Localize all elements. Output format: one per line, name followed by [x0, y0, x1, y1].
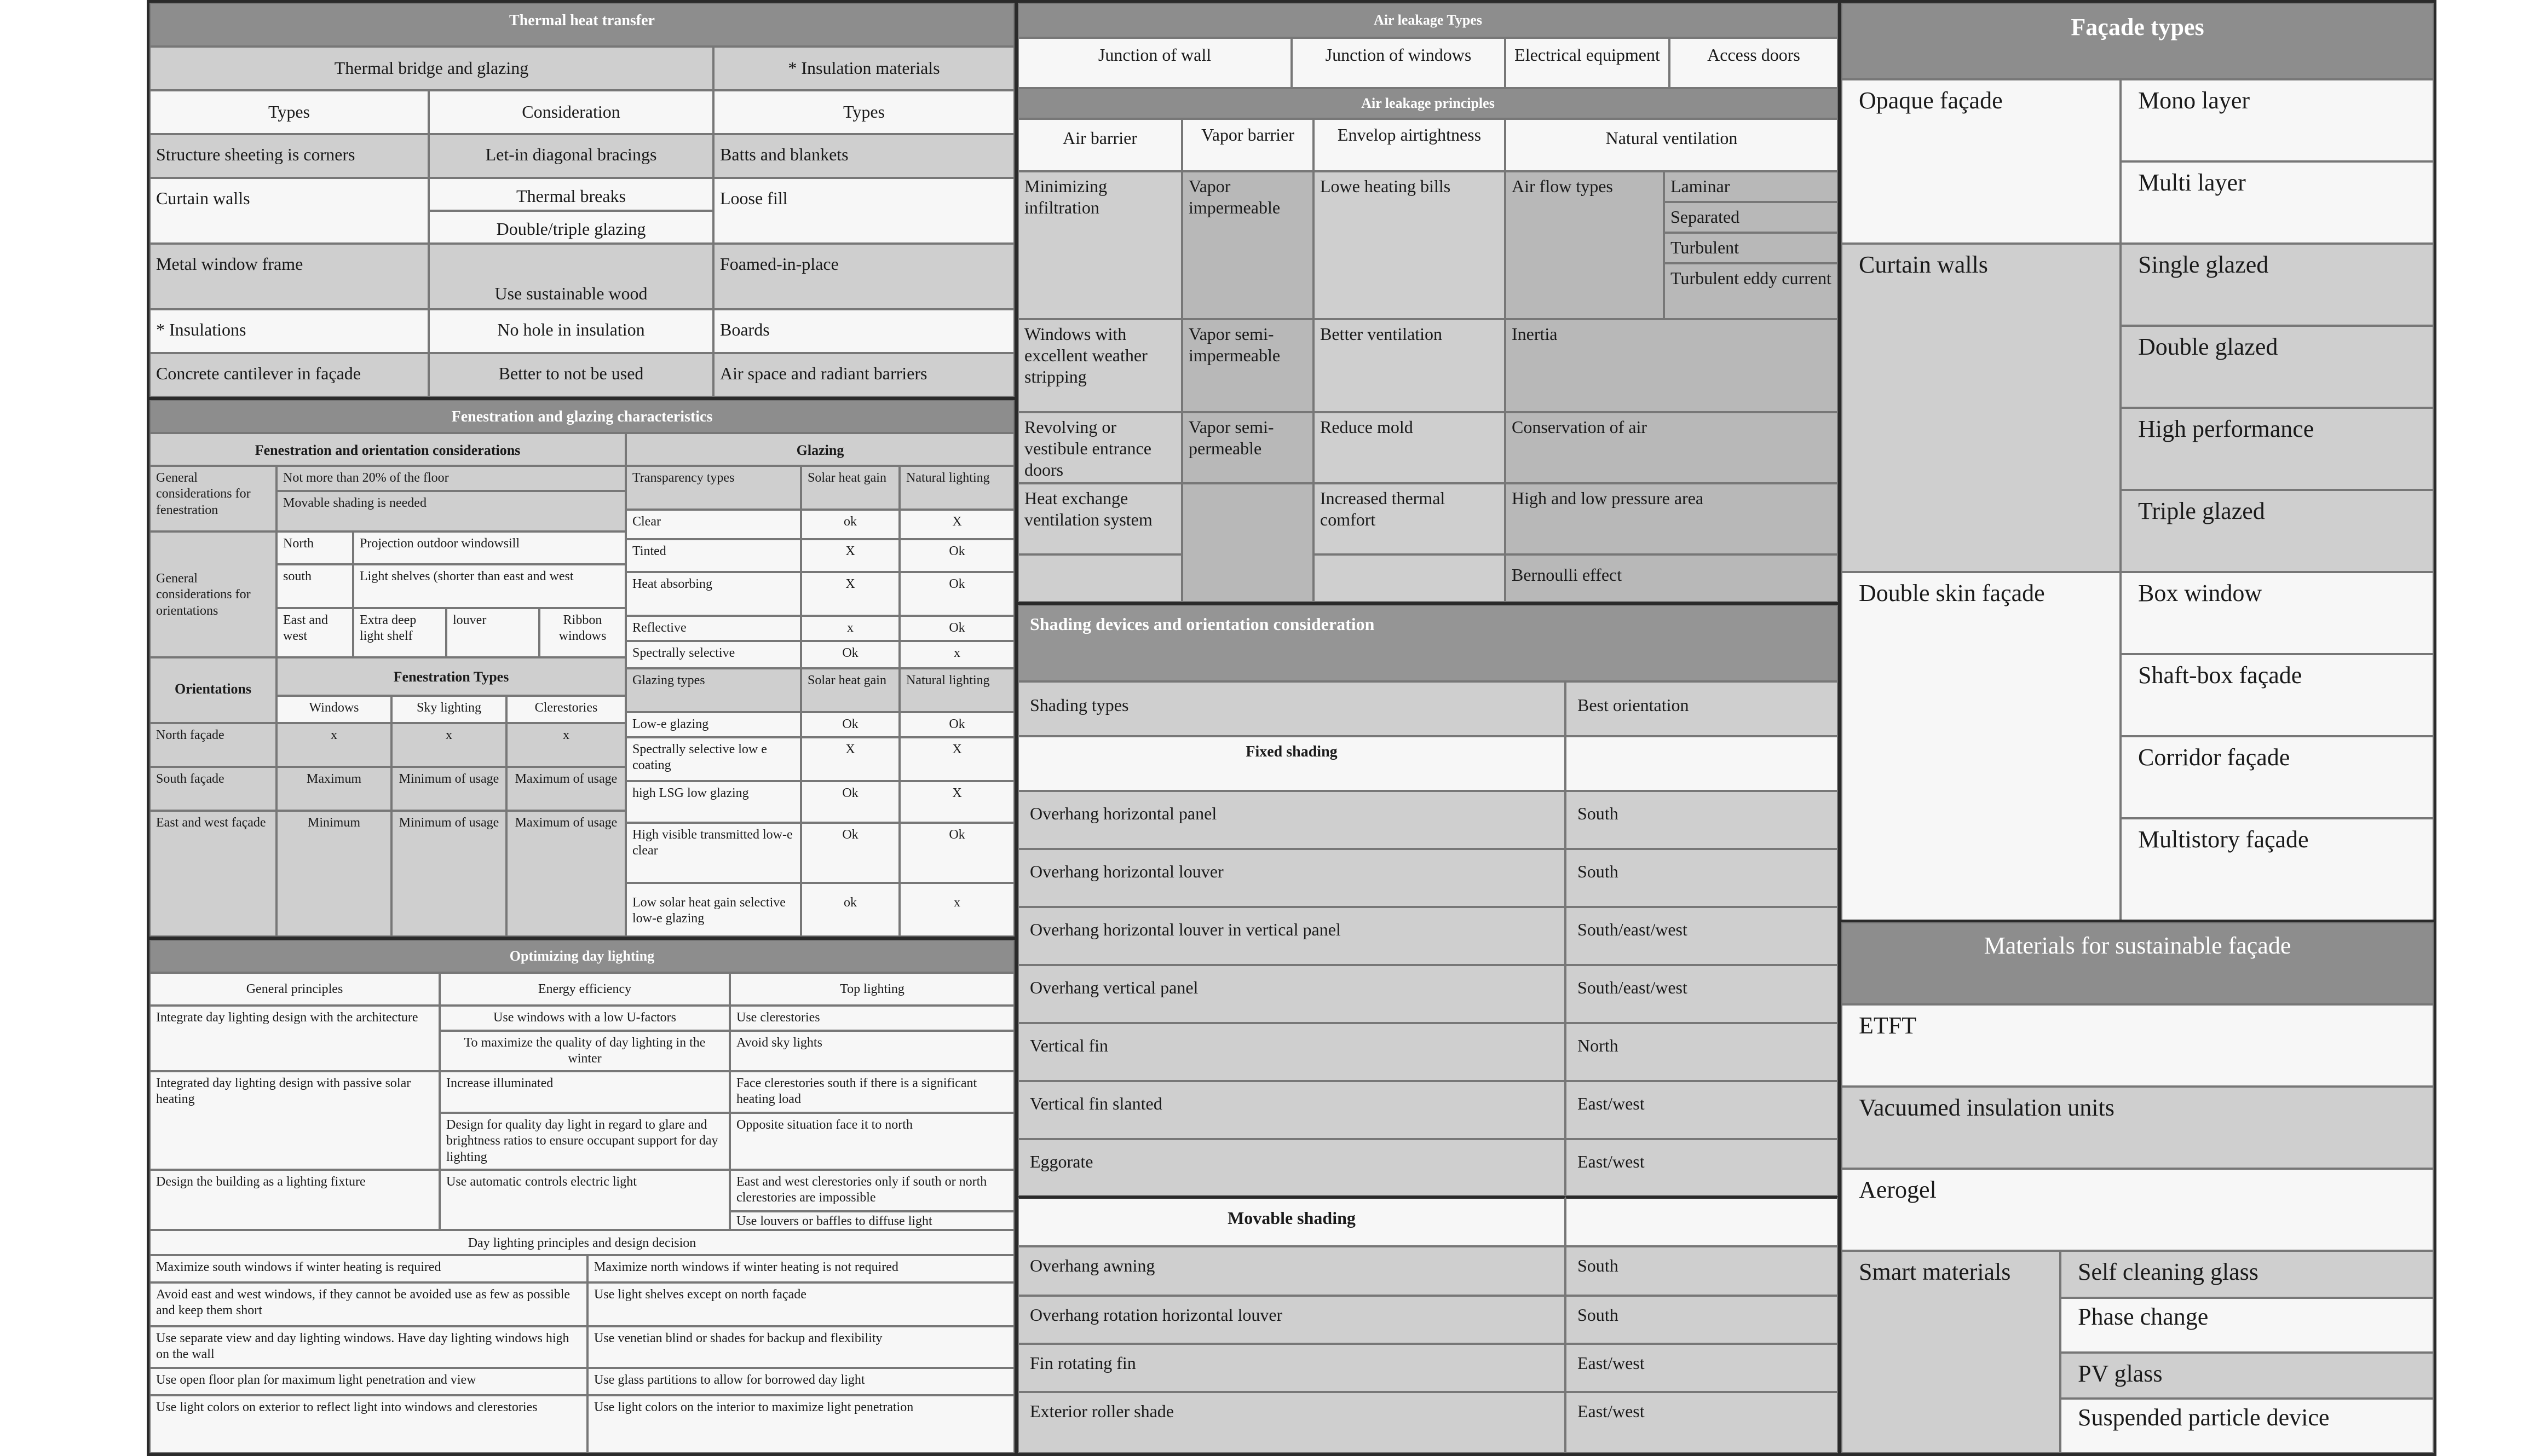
glazing1-nat-2: Ok: [900, 539, 1015, 572]
envelop-5: [1313, 554, 1505, 602]
natural-vent-header: Natural ventilation: [1505, 119, 1838, 171]
orient-north-sky: x: [391, 723, 506, 767]
insulation-header: * Insulation materials: [713, 47, 1015, 90]
leak-type-4: Access doors: [1669, 38, 1838, 88]
thermal-type-4: * Insulations: [149, 309, 429, 353]
leak-principles-title: Air leakage principles: [1018, 88, 1838, 119]
vapor-3: Vapor semi-permeable: [1182, 412, 1313, 483]
daylight-general-3: Design the building as a lighting fixture: [149, 1170, 440, 1230]
barrier-1: Minimizing infiltration: [1018, 171, 1182, 319]
natural-1: Inertia: [1505, 319, 1838, 412]
fixed-3-orient: South/east/west: [1565, 907, 1838, 965]
daylight-panel: [147, 937, 1017, 1456]
daylight-title: Optimizing day lighting: [149, 940, 1015, 973]
glazing2-solar-5: ok: [801, 883, 900, 937]
daylight-general-1: Integrate day lighting design with the architecture: [149, 1006, 440, 1071]
glazing1-nat-3: Ok: [900, 572, 1015, 616]
principle-3-right: Use venetian blind or shades for backup and flexibility: [587, 1326, 1015, 1368]
envelop-4: Increased thermal comfort: [1313, 483, 1505, 554]
thermal-type-2: Curtain walls: [149, 178, 429, 244]
fixed-5: Vertical fin: [1018, 1023, 1565, 1081]
daylight-top-5: East and west clerestories only if south or north clerestories are impossible: [730, 1170, 1015, 1211]
opaque-item-1: Mono layer: [2121, 79, 2434, 161]
smart-item-3: PV glass: [2060, 1353, 2434, 1399]
sky-header: Sky lighting: [391, 696, 506, 723]
daylight-top-3: Face clerestories south if there is a significant heating load: [730, 1071, 1015, 1113]
movable-3-orient: East/west: [1565, 1344, 1838, 1392]
fenestration-panel: [147, 397, 1017, 939]
orient-ew-win: Minimum: [276, 811, 391, 937]
thermal-mat-2: Loose fill: [713, 178, 1015, 244]
daylight-energy-header: Energy efficiency: [440, 973, 730, 1006]
material-vacuum: Vacuumed insulation units: [1841, 1087, 2434, 1169]
glazing2-nat-1: Ok: [900, 712, 1015, 737]
glazing2-nat-2: X: [900, 737, 1015, 781]
orient-south-sky: Minimum of usage: [391, 767, 506, 811]
curtain-item-2: Double glazed: [2121, 326, 2434, 408]
orient-ew-sky: Minimum of usage: [391, 811, 506, 937]
material-etft: ETFT: [1841, 1004, 2434, 1087]
daylight-top-header: Top lighting: [730, 973, 1015, 1006]
daylight-energy-3: Increase illuminated: [440, 1071, 730, 1113]
transparency-header: Transparency types: [626, 466, 801, 510]
glazing2-nat-3: X: [900, 781, 1015, 823]
fixed-4-orient: South/east/west: [1565, 965, 1838, 1023]
types-header: Types: [149, 90, 429, 134]
natural-2: Conservation of air: [1505, 412, 1838, 483]
thermal-mat-3: Foamed-in-place: [713, 244, 1015, 309]
glazing2-name-1: Low-e glazing: [626, 712, 801, 737]
opaque-item-2: Multi layer: [2121, 161, 2434, 244]
movable-2-orient: South: [1565, 1296, 1838, 1344]
barrier-5: [1018, 554, 1182, 602]
glazing1-solar-3: X: [801, 572, 900, 616]
thermal-mat-5: Air space and radiant barriers: [713, 353, 1015, 397]
principle-4-right: Use glass partitions to allow for borrowed day light: [587, 1368, 1015, 1395]
double-item-1: Box window: [2121, 572, 2434, 654]
daylight-general-2: Integrated day lighting design with passive solar heating: [149, 1071, 440, 1170]
orient-north-cler: x: [506, 723, 626, 767]
thermal-type-5: Concrete cantilever in façade: [149, 353, 429, 397]
movable-1-orient: South: [1565, 1246, 1838, 1296]
gen-orient-label: General considerations for orientations: [149, 531, 276, 657]
principle-1-left: Maximize south windows if winter heating is required: [149, 1255, 587, 1282]
cler-header: Clerestories: [506, 696, 626, 723]
glazing1-solar-5: Ok: [801, 641, 900, 668]
principle-2-right: Use light shelves except on north façade: [587, 1282, 1015, 1326]
materials-title: Materials for sustainable façade: [1841, 922, 2434, 1004]
fixed-1-orient: South: [1565, 791, 1838, 849]
north-text: Projection outdoor windowsill: [353, 531, 626, 564]
movable-1: Overhang awning: [1018, 1246, 1565, 1296]
natural-header: Natural lighting: [900, 466, 1015, 510]
opaque-facade: Opaque façade: [1841, 79, 2121, 244]
facade-title: Façade types: [1841, 3, 2434, 79]
vapor-2: Vapor semi-impermeable: [1182, 319, 1313, 412]
solar-header: Solar heat gain: [801, 466, 900, 510]
thermal-type-1: Structure sheeting is corners: [149, 134, 429, 178]
glazing1-nat-1: X: [900, 510, 1015, 539]
double-item-3: Corridor façade: [2121, 736, 2434, 818]
glazing2-solar-1: Ok: [801, 712, 900, 737]
glazing1-name-3: Heat absorbing: [626, 572, 801, 616]
natural-3: High and low pressure area: [1505, 483, 1838, 554]
fixed-6: Vertical fin slanted: [1018, 1081, 1565, 1139]
fixed-3: Overhang horizontal louver in vertical panel: [1018, 907, 1565, 965]
vapor-4: [1182, 483, 1313, 602]
fixed-2-orient: South: [1565, 849, 1838, 907]
fixed-7-orient: East/west: [1565, 1139, 1838, 1196]
shading-orient-header: Best orientation: [1565, 681, 1838, 736]
glazing2-solar-2: X: [801, 737, 900, 781]
shading-type-header: Shading types: [1018, 681, 1565, 736]
movable-4: Exterior roller shade: [1018, 1392, 1565, 1453]
glazing1-name-4: Reflective: [626, 616, 801, 641]
double-item-4: Multistory façade: [2121, 818, 2434, 922]
ribbon-label: Ribbon windows: [539, 608, 626, 657]
curtain-item-4: Triple glazed: [2121, 490, 2434, 572]
leak-type-2: Junction of windows: [1292, 38, 1505, 88]
shading-title: Shading devices and orientation consideration: [1018, 605, 1838, 681]
envelop-1: Lowe heating bills: [1313, 171, 1505, 319]
glazing2-nat-5: x: [900, 883, 1015, 937]
extra-shelf: Extra deep light shelf: [353, 608, 446, 657]
airflow-label: Air flow types: [1505, 171, 1664, 319]
glazing2-name-5: Low solar heat gain selective low-e glazing: [626, 883, 801, 937]
glazing2-name-4: High visible transmitted low-e clear: [626, 823, 801, 883]
daylight-energy-4: Design for quality day light in regard to glare and brightness ratios to ensure occupant support for day lighting: [440, 1113, 730, 1170]
thermal-mat-4: Boards: [713, 309, 1015, 353]
thermal-bridge-header: Thermal bridge and glazing: [149, 47, 713, 90]
daylight-top-4: Opposite situation face it to north: [730, 1113, 1015, 1170]
daylight-general-header: General principles: [149, 973, 440, 1006]
natural2-header: Natural lighting: [900, 668, 1015, 712]
leak-type-3: Electrical equipment: [1505, 38, 1669, 88]
curtain-item-3: High performance: [2121, 408, 2434, 490]
envelop-2: Better ventilation: [1313, 319, 1505, 412]
south-text: Light shelves (shorter than east and west: [353, 564, 626, 608]
envelop-3: Reduce mold: [1313, 412, 1505, 483]
orient-ew-cler: Maximum of usage: [506, 811, 626, 937]
consideration-header: Consideration: [429, 90, 713, 134]
fixed-7: Eggorate: [1018, 1139, 1565, 1196]
glazing-header: Glazing: [626, 433, 1015, 466]
movable-2: Overhang rotation horizontal louver: [1018, 1296, 1565, 1344]
fixed-shading-header: Fixed shading: [1018, 736, 1565, 791]
daylight-top-6: Use louvers or baffles to diffuse light: [730, 1211, 1015, 1230]
thermal-cons-3: Use sustainable wood: [429, 244, 713, 309]
solar2-header: Solar heat gain: [801, 668, 900, 712]
smart-item-4: Suspended particle device: [2060, 1399, 2434, 1453]
fenestration-title: Fenestration and glazing characteristics: [149, 400, 1015, 433]
fixed-4: Overhang vertical panel: [1018, 965, 1565, 1023]
thermal-title: Thermal heat transfer: [149, 3, 1015, 47]
louver-label: louver: [446, 608, 539, 657]
vapor-1: Vapor impermeable: [1182, 171, 1313, 319]
leak-type-1: Junction of wall: [1018, 38, 1292, 88]
principle-4-left: Use open floor plan for maximum light penetration and view: [149, 1368, 587, 1395]
daylight-principles-title: Day lighting principles and design decision: [149, 1230, 1015, 1255]
daylight-top-1: Use clerestories: [730, 1006, 1015, 1031]
eastwest-label: East and west: [276, 608, 353, 657]
principle-2-left: Avoid east and west windows, if they cannot be avoided use as few as possible and keep them short: [149, 1282, 587, 1326]
glazing1-name-2: Tinted: [626, 539, 801, 572]
air-barrier-header: Air barrier: [1018, 119, 1182, 171]
materials-panel: [1839, 920, 2436, 1456]
flow-4: Turbulent eddy current: [1664, 263, 1838, 319]
fixed-6-orient: East/west: [1565, 1081, 1838, 1139]
orient-north-win: x: [276, 723, 391, 767]
glazing1-solar-2: X: [801, 539, 900, 572]
thermal-mat-1: Batts and blankets: [713, 134, 1015, 178]
gen-fen-label: General considerations for fenestration: [149, 466, 276, 531]
envelop-header: Envelop airtightness: [1313, 119, 1505, 171]
daylight-energy-5: Use automatic controls electric light: [440, 1170, 730, 1230]
fen-orient-header: Fenestration and orientation considerations: [149, 433, 626, 466]
natural-4: Bernoulli effect: [1505, 554, 1838, 602]
thermal-type-3: Metal window frame: [149, 244, 429, 309]
glazing1-nat-5: x: [900, 641, 1015, 668]
leakage-panel: [1015, 0, 1841, 605]
shading-panel: [1015, 602, 1841, 1456]
orient-north: North façade: [149, 723, 276, 767]
material-aerogel: Aerogel: [1841, 1169, 2434, 1251]
orient-south: South façade: [149, 767, 276, 811]
flow-1: Laminar: [1664, 171, 1838, 202]
thermal-cons-4: No hole in insulation: [429, 309, 713, 353]
movable-shading-header: Movable shading: [1018, 1196, 1565, 1246]
glazing1-nat-4: Ok: [900, 616, 1015, 641]
movable-3: Fin rotating fin: [1018, 1344, 1565, 1392]
glazing2-solar-4: Ok: [801, 823, 900, 883]
flow-2: Separated: [1664, 202, 1838, 233]
flow-3: Turbulent: [1664, 233, 1838, 263]
fixed-5-orient: North: [1565, 1023, 1838, 1081]
thermal-panel: [147, 0, 1017, 400]
principle-5-left: Use light colors on exterior to reflect light into windows and clerestories: [149, 1395, 587, 1453]
double-skin: Double skin façade: [1841, 572, 2121, 922]
thermal-cons-1: Let-in diagonal bracings: [429, 134, 713, 178]
fen-types-header: Fenestration Types: [276, 657, 626, 696]
orient-south-cler: Maximum of usage: [506, 767, 626, 811]
orientations-label: Orientations: [149, 657, 276, 723]
glazing1-solar-4: x: [801, 616, 900, 641]
windows-header: Windows: [276, 696, 391, 723]
orient-ew: East and west façade: [149, 811, 276, 937]
curtain-item-1: Single glazed: [2121, 244, 2434, 326]
movable-4-orient: East/west: [1565, 1392, 1838, 1453]
orient-south-win: Maximum: [276, 767, 391, 811]
glazing1-solar-1: ok: [801, 510, 900, 539]
gen-fen-2: Movable shading is needed: [276, 491, 626, 531]
principle-1-right: Maximize north windows if winter heating is not required: [587, 1255, 1015, 1282]
smart-item-1: Self cleaning glass: [2060, 1251, 2434, 1298]
smart-item-2: Phase change: [2060, 1298, 2434, 1353]
north-label: North: [276, 531, 353, 564]
glazing1-name-5: Spectrally selective: [626, 641, 801, 668]
daylight-top-2: Avoid sky lights: [730, 1031, 1015, 1071]
vapor-barrier-header: Vapor barrier: [1182, 119, 1313, 171]
double-item-2: Shaft-box façade: [2121, 654, 2434, 736]
fixed-1: Overhang horizontal panel: [1018, 791, 1565, 849]
fixed-shading-blank: [1565, 736, 1838, 791]
thermal-cons-2: Thermal breaks: [429, 178, 713, 211]
fixed-2: Overhang horizontal louver: [1018, 849, 1565, 907]
gen-fen-1: Not more than 20% of the floor: [276, 466, 626, 491]
glazing2-name-3: high LSG low glazing: [626, 781, 801, 823]
glazing2-solar-3: Ok: [801, 781, 900, 823]
glazing1-name-1: Clear: [626, 510, 801, 539]
barrier-4: Heat exchange ventilation system: [1018, 483, 1182, 554]
glazing2-nat-4: Ok: [900, 823, 1015, 883]
thermal-cons-5: Better to not be used: [429, 353, 713, 397]
thermal-cons-2b: Double/triple glazing: [429, 211, 713, 244]
smart-materials: Smart materials: [1841, 1251, 2060, 1453]
barrier-3: Revolving or vestibule entrance doors: [1018, 412, 1182, 483]
daylight-energy-2: To maximize the quality of day lighting in the winter: [440, 1031, 730, 1071]
barrier-2: Windows with excellent weather stripping: [1018, 319, 1182, 412]
daylight-energy-1: Use windows with a low U-factors: [440, 1006, 730, 1031]
leakage-title: Air leakage Types: [1018, 3, 1838, 38]
principle-5-right: Use light colors on the interior to maximize light penetration: [587, 1395, 1015, 1453]
glazing2-name-2: Spectrally selective low e coating: [626, 737, 801, 781]
types2-header: Types: [713, 90, 1015, 134]
movable-shading-blank: [1565, 1196, 1838, 1246]
facade-panel: [1839, 0, 2436, 925]
principle-3-left: Use separate view and day lighting windows. Have day lighting windows high on the wall: [149, 1326, 587, 1368]
glazing-types-header: Glazing types: [626, 668, 801, 712]
south-label: south: [276, 564, 353, 608]
curtain-walls: Curtain walls: [1841, 244, 2121, 572]
